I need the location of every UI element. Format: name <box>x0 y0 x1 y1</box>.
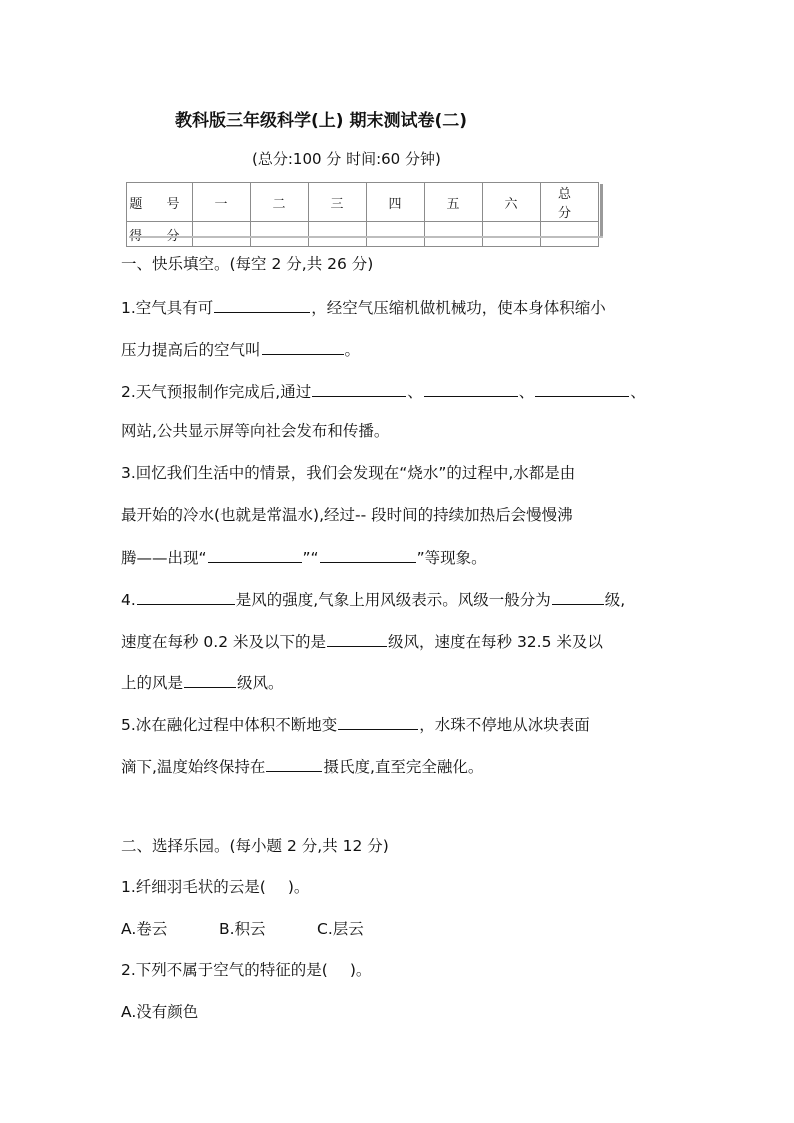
answer-blank[interactable] <box>262 338 344 355</box>
answer-blank[interactable] <box>312 380 406 397</box>
table-shadow <box>129 236 603 238</box>
question-1-1-line2: 压力提高后的空气叫 。 <box>121 338 360 360</box>
question-1-4-line3: 上的风是 级风。 <box>121 671 284 693</box>
question-2-2-stem: 2.下列不属于空气的特征的是( )。 <box>121 961 372 979</box>
score-table-cell: 题 号 <box>127 183 193 222</box>
question-1-1-line1: 1.空气具有可 ，经空气压缩机做机械功，使本身体积缩小 <box>121 296 606 318</box>
question-2-1-stem: 1.纤细羽毛状的云是( )。 <box>121 878 310 896</box>
score-entry-cell[interactable] <box>425 222 483 247</box>
table-shadow <box>600 184 603 237</box>
exam-subtitle: (总分:100 分 时间:60 分钟) <box>252 150 441 168</box>
score-entry-cell[interactable] <box>309 222 367 247</box>
question-1-2-line2: 网站,公共显示屏等向社会发布和传播。 <box>121 422 390 440</box>
question-1-5-line2: 滴下,温度始终保持在 摄氏度,直至完全融化。 <box>121 755 483 777</box>
question-1-3-line3: 腾——出现“ ”“ ”等现象。 <box>121 546 487 568</box>
question-2-2-option-a[interactable]: A.没有颜色 <box>121 1003 199 1021</box>
answer-blank[interactable] <box>320 546 416 563</box>
answer-blank[interactable] <box>266 755 322 772</box>
option-a[interactable]: A.卷云 <box>121 920 168 938</box>
question-1-2-line1: 2.天气预报制作完成后,通过 、 、 、 <box>121 380 646 402</box>
answer-blank[interactable] <box>184 671 236 688</box>
option-c[interactable]: C.层云 <box>317 920 364 938</box>
score-table-cell: 四 <box>367 183 425 222</box>
score-table-cell: 六 <box>483 183 541 222</box>
score-entry-cell[interactable] <box>193 222 251 247</box>
score-table-cell: 三 <box>309 183 367 222</box>
score-table-cell <box>127 222 193 247</box>
question-1-3-line2: 最开始的冷水(也就是常温水),经过-- 段时间的持续加热后会慢慢沸 <box>121 506 573 524</box>
score-table-cell: 总 分 <box>541 183 599 222</box>
answer-blank[interactable] <box>338 713 418 730</box>
section2-heading: 二、选择乐园。(每小题 2 分,共 12 分) <box>121 837 389 855</box>
question-1-4-line2: 速度在每秒 0.2 米及以下的是 级风，速度在每秒 32.5 米及以 <box>121 630 603 652</box>
question-1-3-line1: 3.回忆我们生活中的情景，我们会发现在“烧水”的过程中,水都是由 <box>121 464 576 482</box>
score-entry-cell[interactable] <box>483 222 541 247</box>
section1-heading: 一、快乐填空。(每空 2 分,共 26 分) <box>121 255 374 273</box>
answer-blank[interactable] <box>208 546 302 563</box>
answer-blank[interactable] <box>552 588 604 605</box>
answer-blank[interactable] <box>424 380 518 397</box>
exam-title: 教科版三年级科学(上) 期末测试卷(二) <box>175 111 467 131</box>
question-1-5-line1: 5.冰在融化过程中体积不断地变 ，水珠不停地从冰块表面 <box>121 713 590 735</box>
answer-blank[interactable] <box>137 588 235 605</box>
score-table-cell: 一 <box>193 183 251 222</box>
question-1-4-line1: 4. 是风的强度,气象上用风级表示。风级一般分为 级, <box>121 588 625 610</box>
option-b[interactable]: B.积云 <box>219 920 266 938</box>
score-table-cell: 二 <box>251 183 309 222</box>
score-entry-cell[interactable] <box>251 222 309 247</box>
score-table-header-row <box>127 183 599 222</box>
score-entry-cell[interactable] <box>541 222 599 247</box>
score-table-cell: 五 <box>425 183 483 222</box>
question-2-1-options <box>121 919 364 939</box>
score-entry-cell[interactable] <box>367 222 425 247</box>
answer-blank[interactable] <box>535 380 629 397</box>
answer-blank[interactable] <box>214 296 310 313</box>
score-table-score-row <box>127 222 599 247</box>
answer-blank[interactable] <box>327 630 387 647</box>
